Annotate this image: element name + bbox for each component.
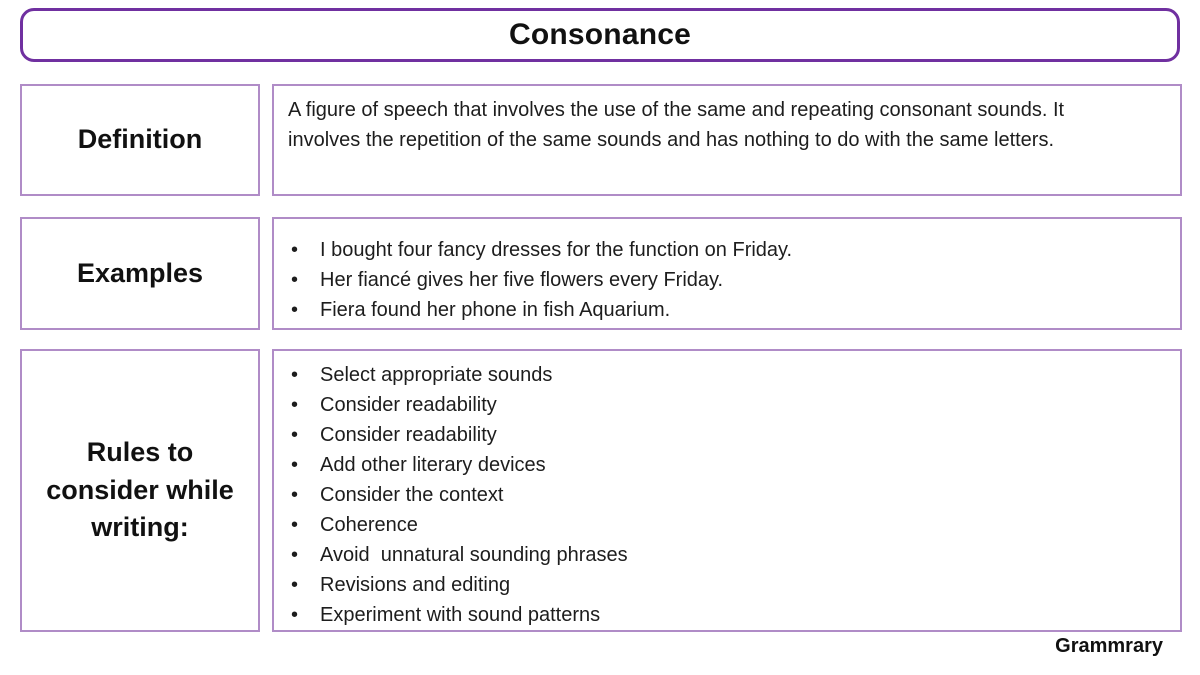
definition-row <box>20 84 1182 196</box>
examples-content-box <box>272 217 1182 330</box>
rules-row <box>20 349 1182 632</box>
list-item: • Consider the context <box>274 480 1160 510</box>
list-item: • Avoid unnatural sounding phrases <box>274 540 1160 570</box>
rules-label: Rules to consider while writing: <box>20 349 260 632</box>
list-item: • Consider readability <box>274 390 1160 420</box>
title-box <box>20 8 1180 62</box>
list-item: • Consider readability <box>274 420 1160 450</box>
examples-label: Examples <box>20 217 260 330</box>
definition-content-box <box>272 84 1182 196</box>
definition-text: A figure of speech that involves the use of the same and repeating consonant sounds. It involves the repetition of the same sounds and has nothing to do with the same letters. <box>288 99 1065 151</box>
brand-watermark: Grammrary <box>1055 635 1163 657</box>
list-item: • Select appropriate sounds <box>274 360 1160 390</box>
rules-content-box <box>272 349 1182 632</box>
list-item: • Her fiancé gives her five flowers every Friday. <box>274 265 1160 295</box>
list-item: • Fiera found her phone in fish Aquarium. <box>274 295 1160 325</box>
list-item: • Coherence <box>274 510 1160 540</box>
definition-label: Definition <box>20 84 260 196</box>
examples-list <box>274 219 1180 325</box>
page-title: Consonance <box>508 18 692 51</box>
list-item: • Revisions and editing <box>274 570 1160 600</box>
list-item: • Add other literary devices <box>274 450 1160 480</box>
list-item: • I bought four fancy dresses for the function on Friday. <box>274 235 1160 265</box>
rules-list <box>274 351 1180 630</box>
examples-row <box>20 217 1182 330</box>
list-item: • Experiment with sound patterns <box>274 600 1160 630</box>
